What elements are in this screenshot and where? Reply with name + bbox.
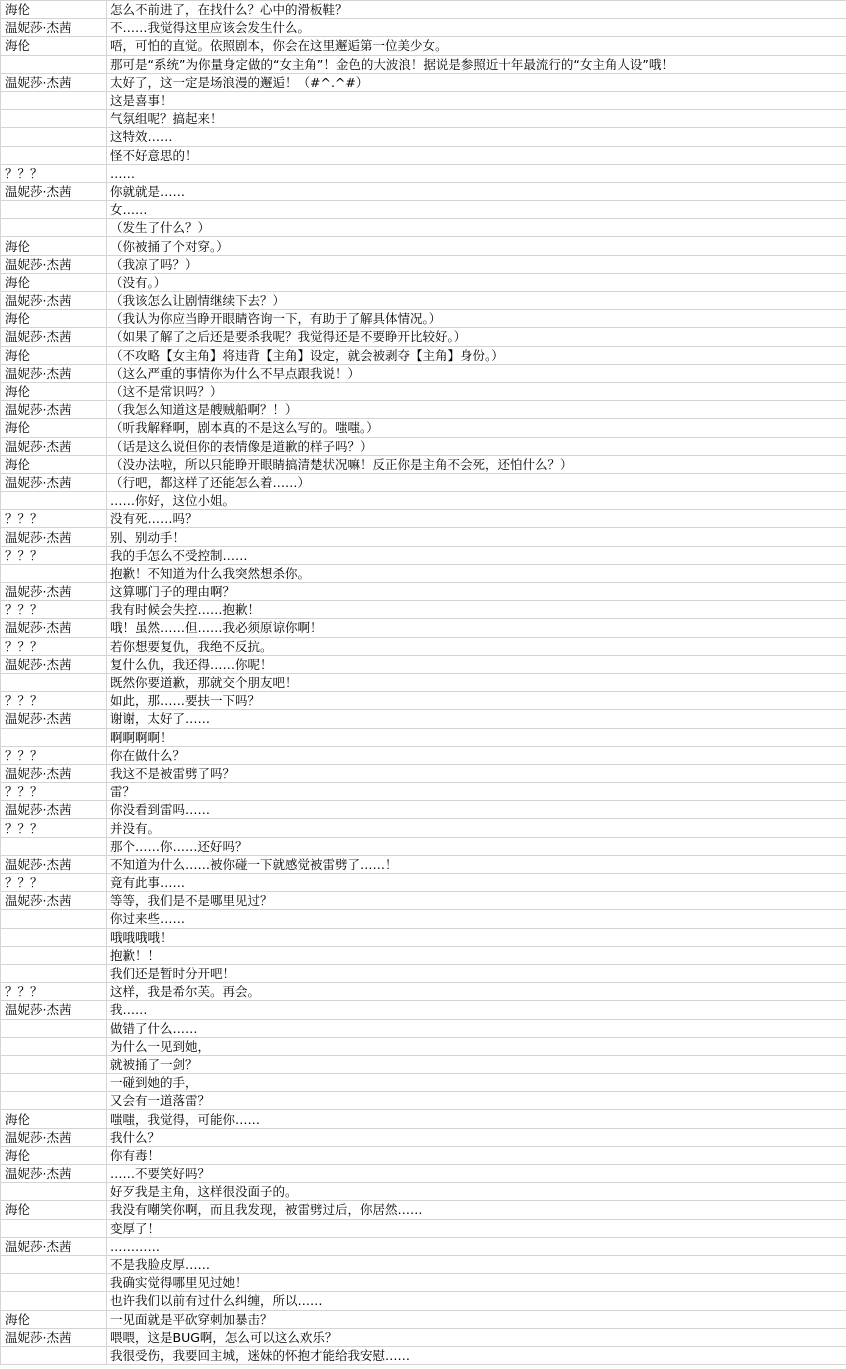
speaker-cell[interactable]: 温妮莎·杰茜 <box>1 401 107 419</box>
speaker-cell[interactable] <box>1 1055 107 1073</box>
dialogue-row <box>1 1146 846 1164</box>
dialogue-line-cell[interactable]: 这特效…… <box>107 128 846 146</box>
dialogue-row <box>1 1165 846 1183</box>
dialogue-row <box>1 1274 846 1292</box>
dialogue-line-cell[interactable]: 哦！虽然……但……我必须原谅你啊！ <box>107 619 846 637</box>
dialogue-row <box>1 473 846 491</box>
dialogue-line-cell[interactable]: 这算哪门子的理由啊？ <box>107 583 846 601</box>
dialogue-line-cell[interactable]: 我…… <box>107 1001 846 1019</box>
dialogue-line-cell[interactable]: 唔，可怕的直觉。依照剧本，你会在这里邂逅第一位美少女。 <box>107 37 846 55</box>
dialogue-line-cell[interactable]: 我们还是暂时分开吧！ <box>107 964 846 982</box>
dialogue-row <box>1 964 846 982</box>
speaker-cell[interactable]: 海伦 <box>1 1310 107 1328</box>
dialogue-line-cell[interactable]: ……你好，这位小姐。 <box>107 492 846 510</box>
speaker-cell[interactable]: 海伦 <box>1 382 107 400</box>
speaker-cell[interactable]: ？？？ <box>1 874 107 892</box>
dialogue-line-cell[interactable]: （没办法啦，所以只能睁开眼睛搞清楚状况嘛！反正你是主角不会死，还怕什么？） <box>107 455 846 473</box>
dialogue-rows <box>1 1 846 1365</box>
dialogue-line-cell[interactable]: （这不是常识吗？） <box>107 382 846 400</box>
dialogue-row <box>1 419 846 437</box>
dialogue-row <box>1 892 846 910</box>
speaker-cell[interactable] <box>1 55 107 73</box>
speaker-cell[interactable]: 温妮莎·杰茜 <box>1 892 107 910</box>
dialogue-row <box>1 1037 846 1055</box>
speaker-cell[interactable]: 温妮莎·杰茜 <box>1 1165 107 1183</box>
speaker-cell[interactable]: 海伦 <box>1 1110 107 1128</box>
dialogue-row <box>1 837 846 855</box>
dialogue-row <box>1 510 846 528</box>
dialogue-line-cell[interactable]: 不是我脸皮厚…… <box>107 1255 846 1273</box>
dialogue-line-cell[interactable]: 哦哦哦哦！ <box>107 928 846 946</box>
dialogue-row <box>1 437 846 455</box>
dialogue-line-cell[interactable]: 这样，我是希尔芙。再会。 <box>107 983 846 1001</box>
dialogue-line-cell[interactable]: （我认为你应当睁开眼睛咨询一下，有助于了解具体情况。） <box>107 310 846 328</box>
speaker-cell[interactable] <box>1 1346 107 1364</box>
dialogue-row <box>1 219 846 237</box>
speaker-cell[interactable]: ？？？ <box>1 746 107 764</box>
dialogue-line-cell[interactable]: 我什么？ <box>107 1128 846 1146</box>
dialogue-row <box>1 182 846 200</box>
dialogue-line-cell[interactable]: 就被捅了一剑？ <box>107 1055 846 1073</box>
dialogue-line-cell[interactable]: …… <box>107 164 846 182</box>
speaker-cell[interactable]: ？？？ <box>1 983 107 1001</box>
speaker-cell[interactable]: 海伦 <box>1 1 107 19</box>
dialogue-line-cell[interactable]: 没有死……吗？ <box>107 510 846 528</box>
speaker-cell[interactable] <box>1 1255 107 1273</box>
dialogue-line-cell[interactable]: 你在做什么？ <box>107 746 846 764</box>
dialogue-line-cell[interactable]: 又会有一道落雷？ <box>107 1092 846 1110</box>
dialogue-row <box>1 1201 846 1219</box>
dialogue-row <box>1 1019 846 1037</box>
dialogue-row <box>1 1219 846 1237</box>
speaker-cell[interactable]: 海伦 <box>1 1201 107 1219</box>
dialogue-line-cell[interactable]: 我确实觉得哪里见过她！ <box>107 1274 846 1292</box>
speaker-cell[interactable] <box>1 946 107 964</box>
dialogue-line-cell[interactable]: 谢谢，太好了…… <box>107 710 846 728</box>
dialogue-line-cell[interactable]: （如果了解了之后还是要杀我呢？我觉得还是不要睁开比较好。） <box>107 328 846 346</box>
speaker-cell[interactable]: ？？？ <box>1 601 107 619</box>
dialogue-line-cell[interactable]: 那可是“系统”为你量身定做的“女主角”！金色的大波浪！据说是参照近十年最流行的“女主角人设”哦！ <box>107 55 846 73</box>
dialogue-row <box>1 1055 846 1073</box>
dialogue-row <box>1 55 846 73</box>
speaker-cell[interactable] <box>1 1074 107 1092</box>
dialogue-line-cell[interactable]: 雷？ <box>107 783 846 801</box>
speaker-cell[interactable]: ？？？ <box>1 510 107 528</box>
dialogue-line-cell[interactable]: 抱歉！！ <box>107 946 846 964</box>
dialogue-row <box>1 1 846 19</box>
dialogue-row <box>1 1237 846 1255</box>
speaker-cell[interactable] <box>1 1183 107 1201</box>
speaker-cell[interactable] <box>1 91 107 109</box>
dialogue-line-cell[interactable]: 气氛组呢？搞起来！ <box>107 110 846 128</box>
dialogue-row <box>1 128 846 146</box>
dialogue-line-cell[interactable]: 你有毒！ <box>107 1146 846 1164</box>
dialogue-row <box>1 983 846 1001</box>
dialogue-row <box>1 673 846 691</box>
dialogue-row <box>1 401 846 419</box>
dialogue-row <box>1 310 846 328</box>
speaker-cell[interactable]: 海伦 <box>1 273 107 291</box>
speaker-cell[interactable] <box>1 1019 107 1037</box>
speaker-cell[interactable]: 海伦 <box>1 1146 107 1164</box>
dialogue-row <box>1 910 846 928</box>
speaker-cell[interactable]: 温妮莎·杰茜 <box>1 583 107 601</box>
dialogue-line-cell[interactable]: 为什么一见到她， <box>107 1037 846 1055</box>
dialogue-row <box>1 928 846 946</box>
speaker-cell[interactable]: 温妮莎·杰茜 <box>1 855 107 873</box>
speaker-cell[interactable] <box>1 1092 107 1110</box>
dialogue-row <box>1 1346 846 1364</box>
dialogue-row <box>1 255 846 273</box>
dialogue-line-cell[interactable]: 好歹我是主角，这样很没面子的。 <box>107 1183 846 1201</box>
speaker-cell[interactable]: 温妮莎·杰茜 <box>1 528 107 546</box>
dialogue-line-cell[interactable]: （话是这么说但你的表情像是道歉的样子吗？） <box>107 437 846 455</box>
dialogue-row <box>1 637 846 655</box>
dialogue-row <box>1 655 846 673</box>
dialogue-line-cell[interactable]: （发生了什么？） <box>107 219 846 237</box>
dialogue-row <box>1 146 846 164</box>
speaker-cell[interactable]: 温妮莎·杰茜 <box>1 255 107 273</box>
dialogue-line-cell[interactable]: （你被捅了个对穿。） <box>107 237 846 255</box>
dialogue-row <box>1 73 846 91</box>
speaker-cell[interactable]: 温妮莎·杰茜 <box>1 764 107 782</box>
speaker-cell[interactable]: 海伦 <box>1 310 107 328</box>
dialogue-row <box>1 692 846 710</box>
speaker-cell[interactable]: 温妮莎·杰茜 <box>1 473 107 491</box>
dialogue-row <box>1 1255 846 1273</box>
speaker-cell[interactable]: 温妮莎·杰茜 <box>1 182 107 200</box>
dialogue-line-cell[interactable]: 啊啊啊啊！ <box>107 728 846 746</box>
dialogue-row <box>1 328 846 346</box>
dialogue-row <box>1 855 846 873</box>
speaker-cell[interactable] <box>1 728 107 746</box>
dialogue-line-cell[interactable]: （这么严重的事情你为什么不早点跟我说！） <box>107 364 846 382</box>
dialogue-line-cell[interactable]: 你没看到雷吗…… <box>107 801 846 819</box>
speaker-cell[interactable] <box>1 1037 107 1055</box>
dialogue-line-cell[interactable]: 并没有。 <box>107 819 846 837</box>
dialogue-line-cell[interactable]: 变厚了！ <box>107 1219 846 1237</box>
dialogue-line-cell[interactable]: 抱歉！不知道为什么我突然想杀你。 <box>107 564 846 582</box>
speaker-cell[interactable]: 温妮莎·杰茜 <box>1 1328 107 1346</box>
dialogue-line-cell[interactable]: 一见面就是平砍穿刺加暴击？ <box>107 1310 846 1328</box>
dialogue-row <box>1 564 846 582</box>
dialogue-line-cell[interactable]: 那个……你……还好吗？ <box>107 837 846 855</box>
dialogue-row <box>1 1310 846 1328</box>
speaker-cell[interactable]: 海伦 <box>1 37 107 55</box>
dialogue-row <box>1 710 846 728</box>
speaker-cell[interactable]: 海伦 <box>1 455 107 473</box>
dialogue-row <box>1 164 846 182</box>
dialogue-line-cell[interactable]: 怪不好意思的！ <box>107 146 846 164</box>
dialogue-row <box>1 1110 846 1128</box>
speaker-cell[interactable] <box>1 219 107 237</box>
dialogue-row <box>1 455 846 473</box>
dialogue-row <box>1 273 846 291</box>
dialogue-row <box>1 382 846 400</box>
dialogue-row <box>1 619 846 637</box>
dialogue-row <box>1 37 846 55</box>
dialogue-row <box>1 292 846 310</box>
dialogue-line-cell[interactable]: 嗤嗤，我觉得，可能你…… <box>107 1110 846 1128</box>
dialogue-line-cell[interactable]: 等等，我们是不是哪里见过？ <box>107 892 846 910</box>
speaker-cell[interactable]: ？？？ <box>1 164 107 182</box>
dialogue-row <box>1 583 846 601</box>
dialogue-line-cell[interactable]: 一碰到她的手， <box>107 1074 846 1092</box>
speaker-cell[interactable]: 温妮莎·杰茜 <box>1 437 107 455</box>
speaker-cell[interactable]: ？？？ <box>1 819 107 837</box>
speaker-cell[interactable]: ？？？ <box>1 783 107 801</box>
speaker-cell[interactable]: 海伦 <box>1 237 107 255</box>
dialogue-row <box>1 1074 846 1092</box>
dialogue-line-cell[interactable]: 做错了什么…… <box>107 1019 846 1037</box>
dialogue-line-cell[interactable]: 别、别动手！ <box>107 528 846 546</box>
speaker-cell[interactable]: 温妮莎·杰茜 <box>1 710 107 728</box>
speaker-cell[interactable]: 温妮莎·杰茜 <box>1 328 107 346</box>
speaker-cell[interactable]: 温妮莎·杰茜 <box>1 655 107 673</box>
speaker-cell[interactable] <box>1 492 107 510</box>
dialogue-line-cell[interactable]: （不攻略【女主角】将违背【主角】设定，就会被剥夺【主角】身份。） <box>107 346 846 364</box>
dialogue-line-cell[interactable]: 你过来些…… <box>107 910 846 928</box>
speaker-cell[interactable] <box>1 964 107 982</box>
dialogue-line-cell[interactable]: 不知道为什么……被你碰一下就感觉被雷劈了……！ <box>107 855 846 873</box>
dialogue-row <box>1 237 846 255</box>
dialogue-line-cell[interactable]: 我没有嘲笑你啊，而且我发现，被雷劈过后，你居然…… <box>107 1201 846 1219</box>
dialogue-line-cell[interactable]: 喂喂，这是BUG啊，怎么可以这么欢乐？ <box>107 1328 846 1346</box>
dialogue-row <box>1 492 846 510</box>
dialogue-line-cell[interactable]: 这是喜事！ <box>107 91 846 109</box>
speaker-cell[interactable]: 温妮莎·杰茜 <box>1 1001 107 1019</box>
speaker-cell[interactable] <box>1 110 107 128</box>
speaker-cell[interactable] <box>1 928 107 946</box>
dialogue-row <box>1 528 846 546</box>
dialogue-line-cell[interactable]: 既然你要道歉，那就交个朋友吧！ <box>107 673 846 691</box>
dialogue-row <box>1 201 846 219</box>
speaker-cell[interactable]: 温妮莎·杰茜 <box>1 73 107 91</box>
speaker-cell[interactable]: ？？？ <box>1 637 107 655</box>
dialogue-row <box>1 746 846 764</box>
dialogue-row <box>1 764 846 782</box>
dialogue-row <box>1 1092 846 1110</box>
dialogue-line-cell[interactable]: ……不要笑好吗？ <box>107 1165 846 1183</box>
dialogue-line-cell[interactable]: （听我解释啊，剧本真的不是这么写的。嗤嗤。） <box>107 419 846 437</box>
dialogue-line-cell[interactable]: 我很受伤，我要回主城，迷妹的怀抱才能给我安慰…… <box>107 1346 846 1364</box>
dialogue-line-cell[interactable]: 女…… <box>107 201 846 219</box>
speaker-cell[interactable] <box>1 564 107 582</box>
dialogue-row <box>1 110 846 128</box>
speaker-cell[interactable] <box>1 146 107 164</box>
dialogue-line-cell[interactable]: （没有。） <box>107 273 846 291</box>
speaker-cell[interactable] <box>1 1292 107 1310</box>
speaker-cell[interactable] <box>1 1274 107 1292</box>
dialogue-line-cell[interactable]: 我有时候会失控……抱歉！ <box>107 601 846 619</box>
dialogue-line-cell[interactable]: 竟有此事…… <box>107 874 846 892</box>
dialogue-row <box>1 1128 846 1146</box>
speaker-cell[interactable] <box>1 910 107 928</box>
dialogue-row <box>1 601 846 619</box>
dialogue-row <box>1 1183 846 1201</box>
dialogue-line-cell[interactable]: 不……我觉得这里应该会发生什么。 <box>107 19 846 37</box>
dialogue-line-cell[interactable]: （我怎么知道这是艘贼船啊？！） <box>107 401 846 419</box>
dialogue-line-cell[interactable]: 我的手怎么不受控制…… <box>107 546 846 564</box>
dialogue-row <box>1 19 846 37</box>
dialogue-line-cell[interactable]: 也许我们以前有过什么纠缠，所以…… <box>107 1292 846 1310</box>
speaker-cell[interactable] <box>1 128 107 146</box>
speaker-cell[interactable]: 温妮莎·杰茜 <box>1 619 107 637</box>
dialogue-row <box>1 728 846 746</box>
dialogue-row <box>1 91 846 109</box>
dialogue-line-cell[interactable]: （行吧，都这样了还能怎么着……） <box>107 473 846 491</box>
dialogue-line-cell[interactable]: ………… <box>107 1237 846 1255</box>
dialogue-row <box>1 801 846 819</box>
speaker-cell[interactable] <box>1 673 107 691</box>
dialogue-line-cell[interactable]: （我凉了吗？） <box>107 255 846 273</box>
speaker-cell[interactable]: 海伦 <box>1 346 107 364</box>
dialogue-line-cell[interactable]: 太好了，这一定是场浪漫的邂逅！（#^.^#） <box>107 73 846 91</box>
speaker-cell[interactable]: 海伦 <box>1 419 107 437</box>
dialogue-row <box>1 1292 846 1310</box>
dialogue-row <box>1 783 846 801</box>
speaker-cell[interactable]: 温妮莎·杰茜 <box>1 1128 107 1146</box>
dialogue-row <box>1 1001 846 1019</box>
speaker-cell[interactable]: ？？？ <box>1 692 107 710</box>
dialogue-row <box>1 946 846 964</box>
speaker-cell[interactable]: 温妮莎·杰茜 <box>1 364 107 382</box>
speaker-cell[interactable]: 温妮莎·杰茜 <box>1 292 107 310</box>
dialogue-row <box>1 1328 846 1346</box>
speaker-cell[interactable]: 温妮莎·杰茜 <box>1 1237 107 1255</box>
dialogue-line-cell[interactable]: 我这不是被雷劈了吗？ <box>107 764 846 782</box>
dialogue-row <box>1 346 846 364</box>
dialogue-line-cell[interactable]: （我该怎么让剧情继续下去？） <box>107 292 846 310</box>
dialogue-row <box>1 819 846 837</box>
dialogue-line-cell[interactable]: 如此，那……要扶一下吗？ <box>107 692 846 710</box>
dialogue-row <box>1 874 846 892</box>
speaker-cell[interactable]: 温妮莎·杰茜 <box>1 19 107 37</box>
dialogue-line-cell[interactable]: 复什么仇，我还得……你呢！ <box>107 655 846 673</box>
speaker-cell[interactable] <box>1 201 107 219</box>
dialogue-line-cell[interactable]: 怎么不前进了，在找什么？心中的滑板鞋？ <box>107 1 846 19</box>
dialogue-row <box>1 546 846 564</box>
dialogue-line-cell[interactable]: 若你想要复仇，我绝不反抗。 <box>107 637 846 655</box>
speaker-cell[interactable]: ？？？ <box>1 546 107 564</box>
speaker-cell[interactable] <box>1 837 107 855</box>
dialogue-line-cell[interactable]: 你就就是…… <box>107 182 846 200</box>
speaker-cell[interactable]: 温妮莎·杰茜 <box>1 801 107 819</box>
speaker-cell[interactable] <box>1 1219 107 1237</box>
dialogue-row <box>1 364 846 382</box>
